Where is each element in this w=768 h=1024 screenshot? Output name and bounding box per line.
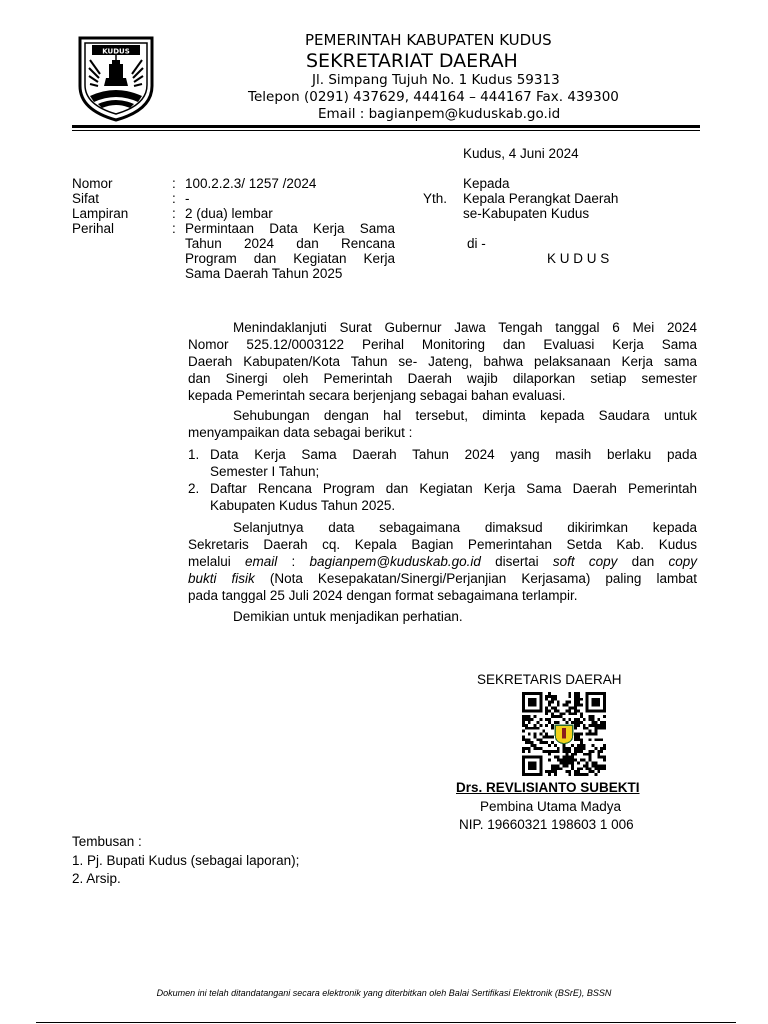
body-paragraph-2 [188, 407, 697, 441]
letterhead-phone: Telepon (0291) 437629, 444164 – 444167 Fax. 439300 [248, 89, 619, 105]
lampiran-colon: : [172, 206, 176, 221]
email-address: bagianpem@kuduskab.go.id [309, 554, 481, 569]
e-signature-footer-note: Dokumen ini telah ditandatangani secara elektronik yang diterbitkan oleh Balai Sertifikasi Elektronik (BSrE), BSSN [156, 988, 612, 998]
text-run: : [277, 554, 310, 569]
sifat-value: - [185, 191, 190, 206]
recipient-line2: se-Kabupaten Kudus [463, 206, 590, 221]
secretariat-title: SEKRETARIAT DAERAH [306, 50, 518, 72]
nomor-colon: : [172, 176, 176, 191]
text-run-italic: soft copy [552, 554, 618, 569]
signature-title: SEKRETARIS DAERAH [477, 672, 622, 687]
signatory-name: Drs. REVLISIANTO SUBEKTI [456, 780, 640, 795]
text-run-italic: email [245, 554, 278, 569]
footer-divider [36, 1022, 736, 1023]
text-run: melalui [188, 554, 246, 569]
paragraph-line [188, 553, 697, 570]
body-paragraph-3 [188, 519, 697, 604]
text-run: (Nota Kesepakatan/Sinergi/Perjanjian Kerjasama) paling lambat [254, 571, 697, 586]
kudus-coat-of-arms-logo [76, 34, 156, 122]
perihal-colon: : [172, 221, 176, 236]
lampiran-value: 2 (dua) lembar [185, 206, 273, 221]
text-run: dan [617, 554, 669, 569]
signature-qr-code [522, 692, 606, 776]
perihal-value [185, 221, 395, 281]
text-run-italic: bukti fisik [188, 571, 255, 586]
paragraph-line: Sekretaris Daerah cq. Kepala Bagian Pemerintahan Setda Kab. Kudus [188, 537, 697, 552]
letterhead-divider-thick [72, 125, 700, 128]
list-item-line: Daftar Rencana Program dan Kegiatan Kerja Sama Daerah Pemerintah [210, 481, 697, 496]
cc-item: 1. Pj. Bupati Kudus (sebagai laporan); [72, 853, 300, 868]
letter-date: Kudus, 4 Juni 2024 [463, 146, 579, 161]
recipient-line1: Kepala Perangkat Daerah [463, 191, 619, 206]
government-title: PEMERINTAH KABUPATEN KUDUS [305, 31, 552, 49]
perihal-line: Program dan Kegiatan Kerja [185, 251, 395, 266]
list-item-1 [210, 446, 697, 480]
letterhead-email: Email : bagianpem@kuduskab.go.id [318, 106, 561, 122]
recipient-yth: Yth. [423, 191, 448, 206]
svg-text:KUDUS: KUDUS [102, 47, 130, 56]
list-item-line: Kabupaten Kudus Tahun 2025. [210, 498, 396, 513]
sifat-label: Sifat [72, 191, 100, 206]
body-paragraph-1 [188, 319, 697, 404]
signatory-rank: Pembina Utama Madya [480, 799, 622, 814]
qr-code-graphic [522, 692, 606, 776]
nomor-label: Nomor [72, 176, 113, 191]
paragraph-line: Nomor 525.12/0003122 Perihal Monitoring dan Evaluasi Kerja Sama [188, 337, 697, 352]
signatory-nip: NIP. 19660321 198603 1 006 [459, 817, 634, 832]
list-item-2 [210, 480, 697, 514]
list-item-line: Data Kerja Sama Daerah Tahun 2024 yang masih berlaku pada [210, 447, 697, 462]
list-number-2: 2. [188, 481, 200, 496]
perihal-line: Tahun 2024 dan Rencana [185, 236, 395, 251]
recipient-di: di - [467, 236, 486, 251]
paragraph-line [188, 570, 697, 587]
perihal-label: Perihal [72, 221, 115, 236]
paragraph-line: Menindaklanjuti Surat Gubernur Jawa Tengah tanggal 6 Mei 2024 [233, 320, 697, 335]
nomor-value: 100.2.2.3/ 1257 /2024 [185, 176, 317, 191]
letterhead-address: Jl. Simpang Tujuh No. 1 Kudus 59313 [312, 72, 560, 88]
lampiran-label: Lampiran [72, 206, 129, 221]
paragraph-line: kepada Pemerintah secara berjenjang sebagai bahan evaluasi. [188, 388, 566, 403]
list-number-1: 1. [188, 447, 200, 462]
sifat-colon: : [172, 191, 176, 206]
list-item-line: Semester I Tahun; [210, 464, 320, 479]
body-paragraph-4: Demikian untuk menjadikan perhatian. [233, 609, 463, 624]
text-run-italic: copy [668, 554, 697, 569]
text-run: disertai [480, 554, 553, 569]
recipient-kepada: Kepada [463, 176, 510, 191]
cc-item: 2. Arsip. [72, 871, 121, 886]
perihal-line: Permintaan Data Kerja Sama [185, 221, 395, 236]
recipient-city: K U D U S [547, 251, 610, 266]
paragraph-line: menyampaikan data sebagai berikut : [188, 425, 413, 440]
letterhead-divider-thin [72, 130, 700, 131]
paragraph-line: Daerah Kabupaten/Kota Tahun se- Jateng, bahwa pelaksanaan Kerja sama [188, 354, 697, 369]
paragraph-line: Sehubungan dengan hal tersebut, diminta kepada Saudara untuk [233, 408, 697, 423]
cc-title: Tembusan : [72, 834, 142, 849]
paragraph-line: Selanjutnya data sebagaimana dimaksud dikirimkan kepada [233, 520, 697, 535]
paragraph-line: pada tanggal 25 Juli 2024 dengan format sebagaimana terlampir. [188, 588, 578, 603]
paragraph-line: dan Sinergi oleh Pemerintah Daerah wajib dilaporkan setiap semester [188, 371, 697, 386]
perihal-line: Sama Daerah Tahun 2025 [185, 266, 343, 281]
